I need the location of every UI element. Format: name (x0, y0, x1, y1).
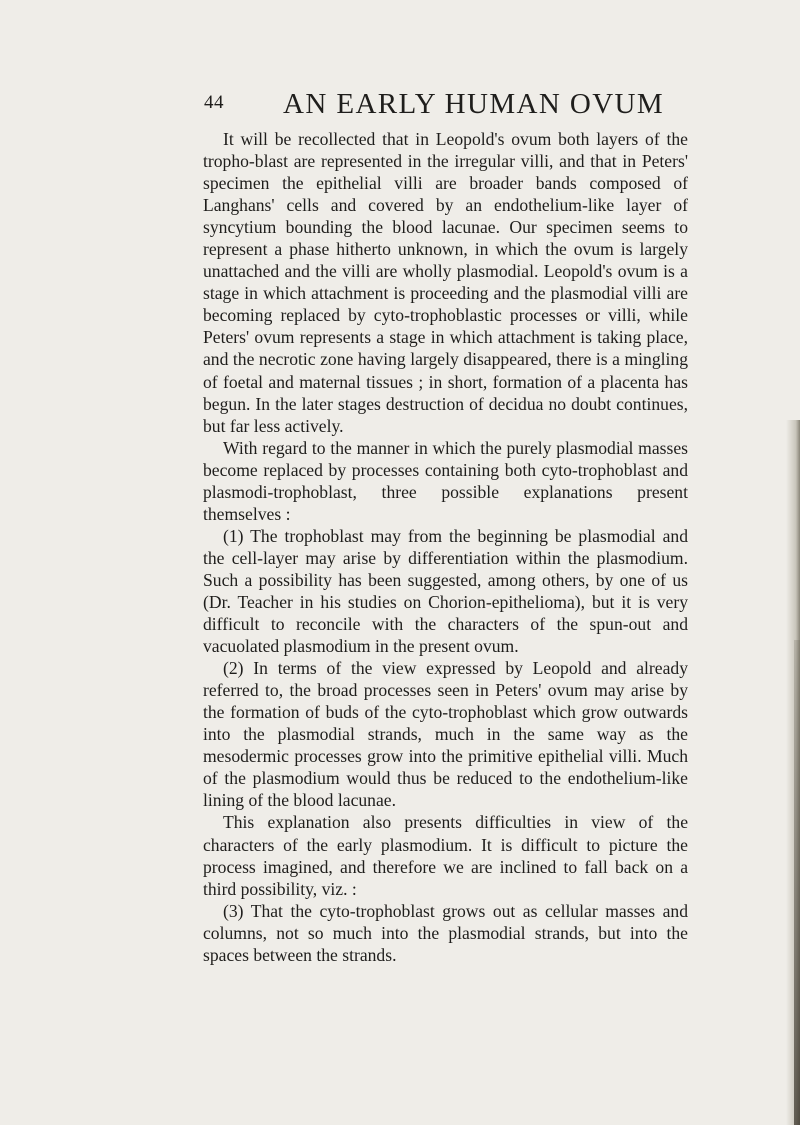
paragraph-three-explanations-intro: With regard to the manner in which the purely plasmodial masses become replaced by processes containing both cyto-trophoblast and plasmodi-trophoblast, three possible explanations present themselves : (203, 437, 688, 524)
paragraph-difficulties: This explanation also presents difficulties in view of the characters of the early plasmodium. It is difficult to picture the process imagined, and therefore we are inclined to fall back on a third possibility, viz. : (203, 812, 688, 899)
paragraph-explanation-1: (1) The trophoblast may from the beginning be plasmodial and the cell-layer may arise by differentiation within the plasmodium. Such a possibility has been suggested, among others, by one of us (Dr. Teacher in his studies on Chorion-epithelioma), but it is very difficult to reconcile with the characters of the spun-out and vacuolated plasmodium in the present ovum. (203, 525, 688, 657)
running-head: AN EARLY HUMAN OVUM (283, 88, 665, 120)
paragraph-explanation-2: (2) In terms of the view expressed by Leopold and already referred to, the broad processes seen in Peters' ovum may arise by the formation of buds of the cyto-trophoblast which grow outwards into the plasmodial strands, much in the same way as the mesodermic processes grow into the primitive epithelial villi. Much of the plasmodium would thus be reduced to the endothelium-like lining of the blood lacunae. (203, 658, 688, 811)
page-number: 44 (204, 92, 224, 113)
paragraph-leopold-peters-comparison: It will be recollected that in Leopold's ovum both layers of the tropho-blast are represented in the irregular villi, and that in Peters' specimen the epithelial villi are broader bands composed of Langhans' cells and covered by an endothelium-like layer of syncytium bounding the blood lacunae. Our specimen seems to represent a phase hitherto unknown, in which the ovum is largely unattached and the villi are wholly plasmodial. Leopold's ovum is a stage in which attachment is proceeding and the plasmodial villi are becoming replaced by cyto-trophoblastic processes or villi, while Peters' ovum represents a stage in which attachment is taking place, and the necrotic zone having largely disappeared, there is a mingling of foetal and maternal tissues ; in short, formation of a placenta has begun. In the later stages destruction of decidua no doubt continues, but far less actively. (203, 129, 688, 436)
body-text (203, 128, 688, 966)
paragraph-explanation-3: (3) That the cyto-trophoblast grows out as cellular masses and columns, not so much into the plasmodial strands, but into the spaces between the strands. (203, 900, 688, 965)
page-edge-dark-strip (794, 640, 800, 1125)
